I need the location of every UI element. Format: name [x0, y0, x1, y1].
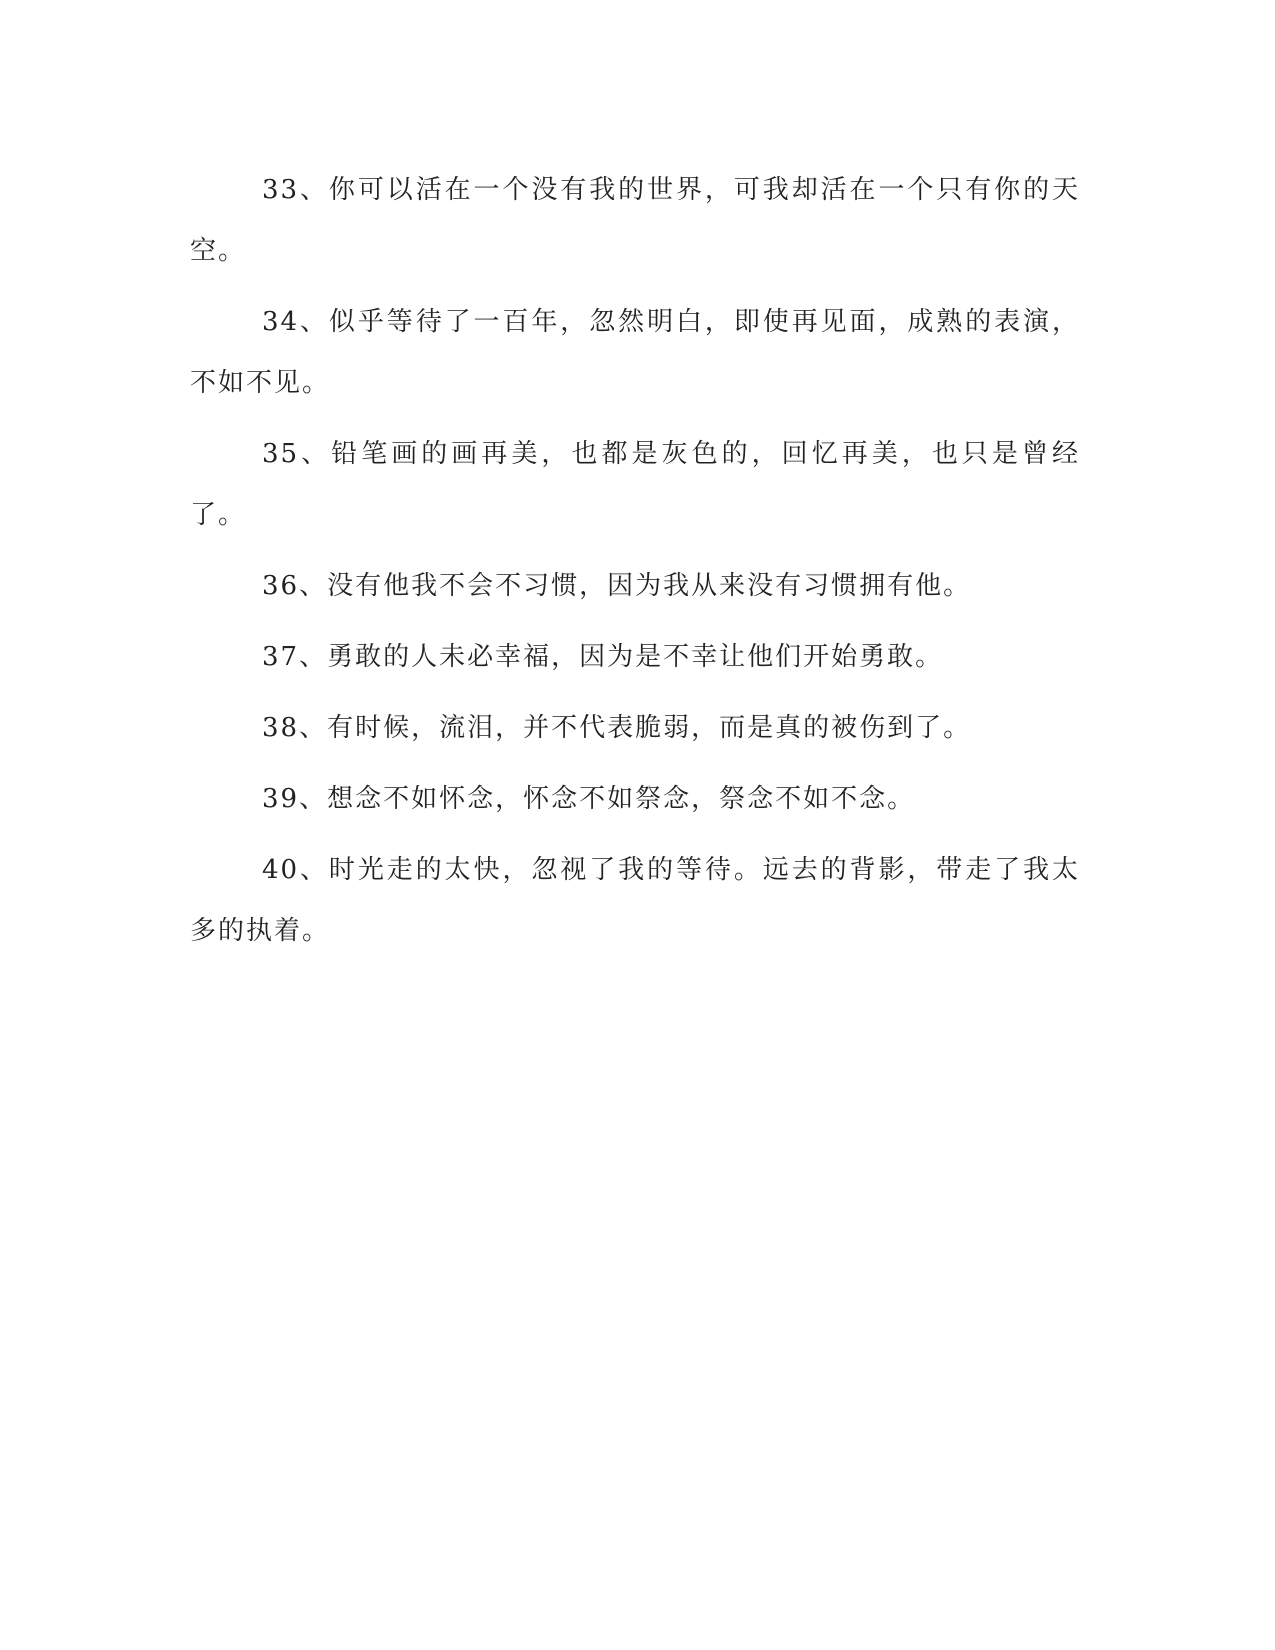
paragraph-34: 34、似乎等待了一百年，忽然明白，即使再见面，成熟的表演，不如不见。	[190, 307, 1080, 398]
paragraph-35: 35、铅笔画的画再美，也都是灰色的，回忆再美，也只是曾经了。	[190, 439, 1080, 530]
paragraph-38: 38、有时候，流泪，并不代表脆弱，而是真的被伤到了。	[262, 713, 972, 743]
paragraph-37: 37、勇敢的人未必幸福，因为是不幸让他们开始勇敢。	[262, 642, 944, 672]
paragraph-36: 36、没有他我不会不习惯，因为我从来没有习惯拥有他。	[262, 571, 972, 601]
paragraph-33: 33、你可以活在一个没有我的世界，可我却活在一个只有你的天空。	[190, 175, 1080, 266]
paragraph-40: 40、时光走的太快，忽视了我的等待。远去的背影，带走了我太多的执着。	[190, 855, 1080, 946]
document-body	[190, 160, 1080, 972]
paragraph-39: 39、想念不如怀念，怀念不如祭念，祭念不如不念。	[262, 784, 916, 814]
